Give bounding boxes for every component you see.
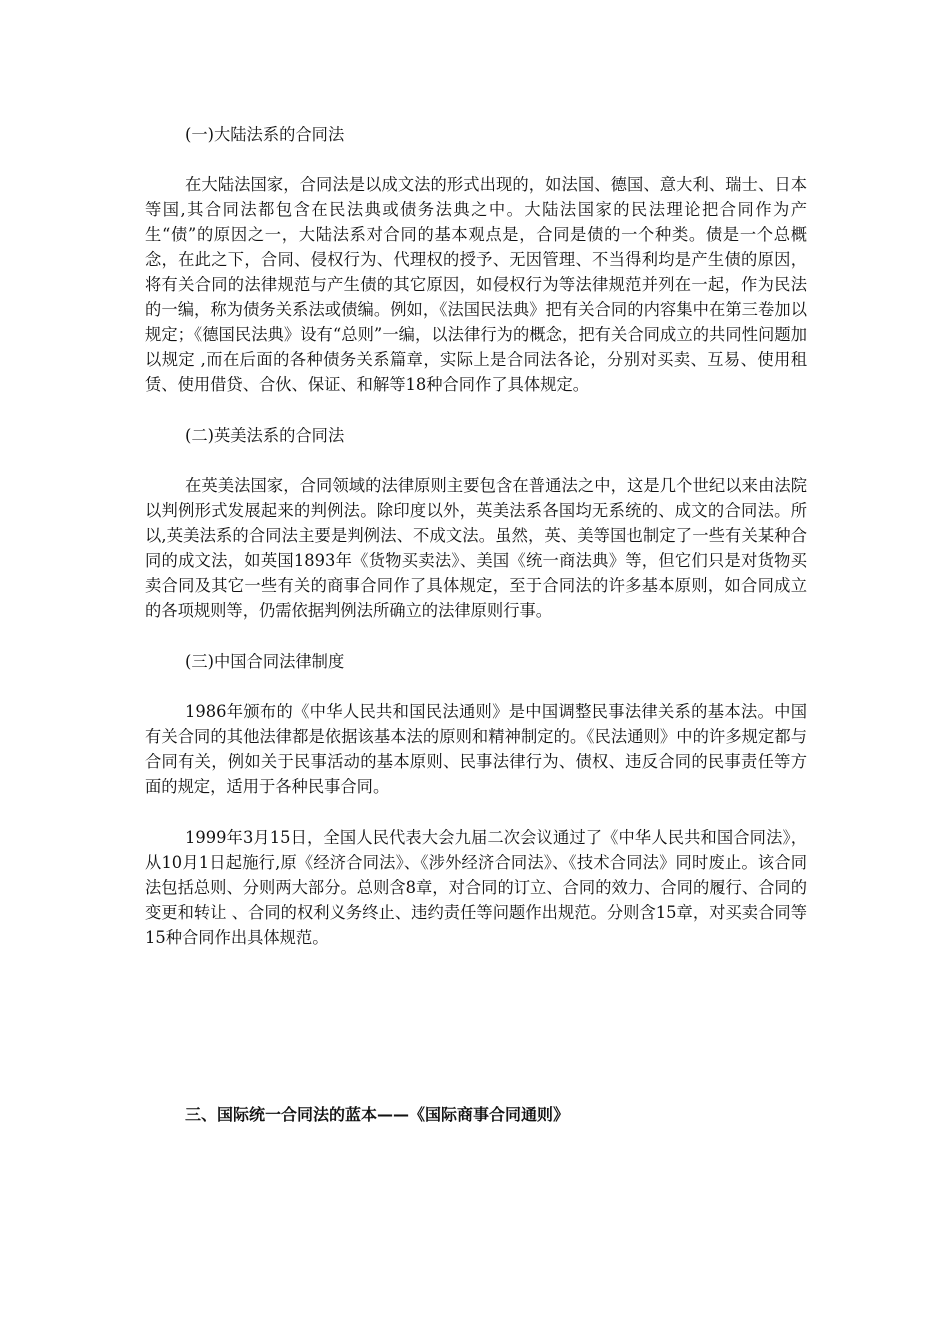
section-title-unidroit: 三、国际统一合同法的蓝本——《国际商事合同通则》 [185,1105,570,1124]
paragraph-civil-law: 在大陆法国家，合同法是以成文法的形式出现的，如法国、德国、意大利、瑞士、日本等国,其合同法都包含在民法典或债务法典之中。大陆法国家的民法理论把合同作为产生“债”的原因之一，大陆法系对合同的基本观点是，合同是债的一个种类。债是一个总概念，在此之下，合同、侵权行为、代理权的授予、无因管理、不当得利均是产生债的原因，将有关合同的法律规范与产生债的其它原因，如侵权行为等法律规范并列在一起，作为民法的一编，称为债务关系法或债编。例如，《法国民法典》把有关合同的内容集中在第三卷加以规定；《德国民法典》设有“总则”一编，以法律行为的概念，把有关合同成立的共同性问题加以规定 ,而在后面的各种债务关系篇章，实际上是合同法各论，分别对买卖、互易、使用租赁、使用借贷、合伙、保证、和解等18种合同作了具体规定。 [145,175,807,394]
document-body [145,122,807,950]
paragraph-contract-law-1999: 1999年3月15日，全国人民代表大会九届二次会议通过了《中华人民共和国合同法》，从10月1日起施行,原《经济合同法》、《涉外经济合同法》、《技术合同法》同时废止。该合同法包括总则、分则两大部分。总则含8章，对合同的订立、合同的效力、合同的履行、合同的变更和转让 、合同的权利义务终止、违约责任等问题作出规范。分则含15章，对买卖合同等15种合同作出具体规范。 [145,828,807,947]
heading-china-law: (三)中国合同法律制度 [185,652,345,671]
heading-common-law: (二)英美法系的合同法 [185,426,345,445]
heading-civil-law: (一)大陆法系的合同法 [185,125,345,144]
paragraph-civil-code-1986: 1986年颁布的《中华人民共和国民法通则》是中国调整民事法律关系的基本法。中国有关合同的其他法律都是依据该基本法的原则和精神制定的。《民法通则》中的许多规定都与合同有关，例如关于民事活动的基本原则、民事法律行为、债权、违反合同的民事责任等方面的规定，适用于各种民事合同。 [145,702,807,796]
paragraph-common-law: 在英美法国家，合同领域的法律原则主要包含在普通法之中，这是几个世纪以来由法院以判例形式发展起来的判例法。除印度以外，英美法系各国均无系统的、成文的合同法。所以,英美法系的合同法主要是判例法、不成文法。虽然，英、美等国也制定了一些有关某种合同的成文法，如英国1893年《货物买卖法》、美国《统一商法典》等，但它们只是对货物买卖合同及其它一些有关的商事合同作了具体规定，至于合同法的许多基本原则，如合同成立的各项规则等，仍需依据判例法所确立的法律原则行事。 [145,476,807,620]
